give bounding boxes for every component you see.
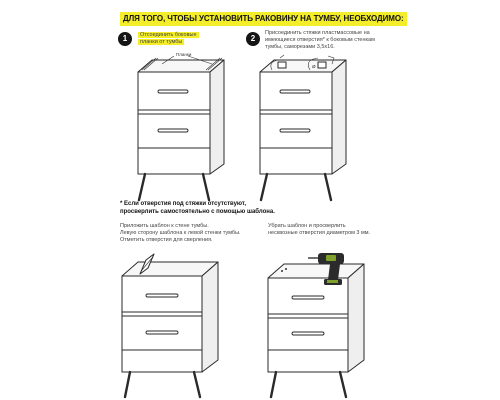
- step-4-line-2: несквозные отверстия диаметром 3 мм.: [268, 230, 371, 236]
- cabinet-illustration-1: [128, 52, 240, 202]
- cabinet-1-front: [138, 72, 210, 174]
- step-3-line-3: Отметить отверстия для сверления.: [120, 237, 213, 243]
- step-1-line-1: Отсоединить боковые: [140, 32, 197, 38]
- step-2-line-1: Присоединить стяжки пластмассовые на: [265, 30, 370, 36]
- step-3-line-1: Приложить шаблон к стене тумбы.: [120, 223, 209, 229]
- step-2-line-2: имеющиеся отверстия* к боковым стенкам: [265, 37, 375, 43]
- connector-tie-left: [278, 62, 286, 68]
- step-4-line-1: Убрать шаблон и просверлить: [268, 223, 346, 229]
- drawer-handle: [158, 129, 188, 132]
- connector-tie-right: [318, 62, 326, 68]
- note-line-2: просверлить самостоятельно с помощью шаблона.: [120, 209, 275, 215]
- step-4-caption: [268, 223, 370, 237]
- note: [120, 200, 275, 216]
- step-1-number: 1: [118, 32, 132, 46]
- step-3-line-2: Левую сторону шаблона к левой стенки тумбы.: [120, 230, 241, 236]
- cabinet-illustration-3: [112, 252, 232, 398]
- cabinet-illustration-2: [250, 52, 362, 202]
- rails-label: Планки: [176, 52, 192, 57]
- note-line-1: * Если отверстия под стяжки отсутствуют,: [120, 201, 247, 207]
- cabinet-illustration-4: [260, 252, 380, 398]
- step-2-line-3: тумбы, саморезами 3,5х16.: [265, 44, 335, 50]
- page-title: ДЛЯ ТОГО, ЧТОБЫ УСТАНОВИТЬ РАКОВИНУ НА ТУМБУ, НЕОБХОДИМО:: [120, 12, 407, 26]
- step-3-caption: [120, 223, 241, 244]
- step-1-line-2: планки от тумбы: [140, 39, 183, 45]
- cabinet-1-side: [210, 60, 224, 174]
- step-2-number: 2: [246, 32, 260, 46]
- step-1-caption: [138, 32, 199, 46]
- drawer-handle: [158, 90, 188, 93]
- screw-symbol-icon: ⌀: [312, 63, 316, 70]
- step-2-caption: [265, 30, 375, 51]
